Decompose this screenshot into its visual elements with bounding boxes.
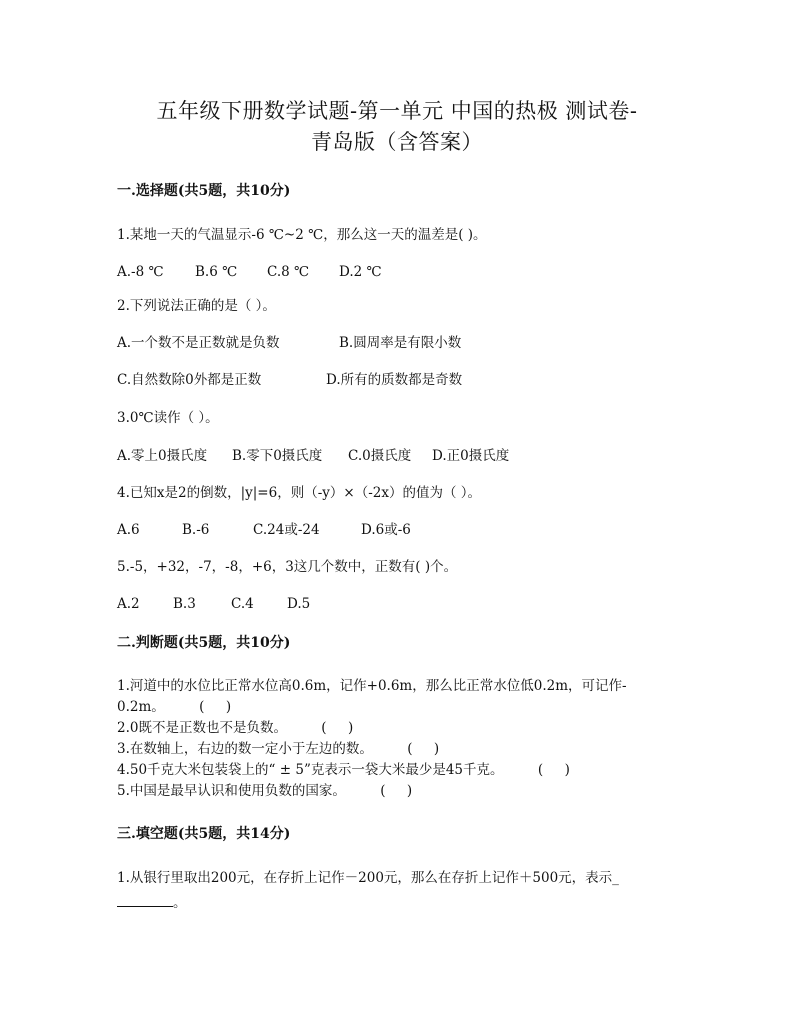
option-d: D.2 ℃ bbox=[339, 264, 382, 280]
fill-blank-1-line2 bbox=[117, 892, 187, 913]
option-b: B.零下0摄氏度 bbox=[232, 448, 323, 464]
fill-blank-1-line1: 1.从银行里取出200元，在存折上记作－200元，那么在存折上记作＋500元，表示_ bbox=[117, 870, 619, 886]
option-a: A.6 bbox=[117, 522, 140, 538]
option-b: B.3 bbox=[173, 596, 196, 612]
answer-blank[interactable] bbox=[117, 892, 173, 907]
judgement-1-line1: 1.河道中的水位比正常水位高0.6m，记作+0.6m，那么比正常水位低0.2m，可记作- bbox=[117, 678, 627, 694]
section-heading-judgement: 二.判断题(共5题，共10分) bbox=[117, 635, 291, 651]
option-d: D.5 bbox=[287, 596, 311, 612]
option-c: C.8 ℃ bbox=[267, 264, 310, 280]
question-3-options bbox=[117, 446, 509, 466]
option-b: B.6 ℃ bbox=[195, 264, 238, 280]
fill-blank-1-end: 。 bbox=[173, 895, 187, 911]
option-c: C.自然数除0外都是正数 bbox=[117, 372, 262, 388]
option-a: A.一个数不是正数就是负数 bbox=[117, 335, 280, 351]
option-d: D.所有的质数都是奇数 bbox=[326, 372, 463, 388]
question-3-stem: 3.0℃读作（ ）。 bbox=[117, 410, 219, 426]
option-d: D.正0摄氏度 bbox=[432, 448, 510, 464]
question-2-stem: 2.下列说法正确的是（ ）。 bbox=[117, 298, 276, 314]
judgement-3: 3.在数轴上，右边的数一定小于左边的数。 ( ) bbox=[117, 741, 440, 757]
option-b: B.-6 bbox=[182, 522, 210, 538]
judgement-5: 5.中国是最早认识和使用负数的国家。 ( ) bbox=[117, 783, 413, 799]
option-a: A.2 bbox=[117, 596, 140, 612]
judgement-4: 4.50千克大米包装袋上的“ ± 5”克表示一袋大米最少是45千克。 ( ) bbox=[117, 762, 570, 778]
question-1-stem: 1.某地一天的气温显示-6 ℃~2 ℃，那么这一天的温差是( )。 bbox=[117, 227, 487, 243]
question-2-options-cd bbox=[117, 370, 462, 390]
option-b: B.圆周率是有限小数 bbox=[339, 335, 462, 351]
question-5-stem: 5.-5，+32，-7，-8，+6，3这几个数中，正数有( )个。 bbox=[117, 559, 458, 575]
option-c: C.0摄氏度 bbox=[348, 448, 412, 464]
question-5-options bbox=[117, 594, 310, 614]
question-4-stem: 4.已知x是2的倒数，|y|=6，则（-y）×（-2x）的值为（ ）。 bbox=[117, 485, 482, 501]
option-c: C.4 bbox=[231, 596, 254, 612]
option-a: A.零上0摄氏度 bbox=[117, 448, 208, 464]
question-2-options-ab bbox=[117, 333, 461, 353]
document-title-line1: 五年级下册数学试题-第一单元 中国的热极 测试卷- bbox=[156, 99, 638, 123]
section-heading-choice: 一.选择题(共5题，共10分) bbox=[117, 183, 291, 199]
question-4-options bbox=[117, 520, 411, 540]
judgement-1-line2: 0.2m。 ( ) bbox=[117, 699, 232, 715]
document-title-line2: 青岛版（含答案） bbox=[311, 130, 483, 154]
section-heading-fill-blank: 三.填空题(共5题，共14分) bbox=[117, 826, 291, 842]
question-1-options bbox=[117, 262, 382, 282]
option-d: D.6或-6 bbox=[361, 522, 411, 538]
judgement-2: 2.0既不是正数也不是负数。 ( ) bbox=[117, 720, 354, 736]
option-a: A.-8 ℃ bbox=[117, 264, 164, 280]
option-c: C.24或-24 bbox=[253, 522, 320, 538]
